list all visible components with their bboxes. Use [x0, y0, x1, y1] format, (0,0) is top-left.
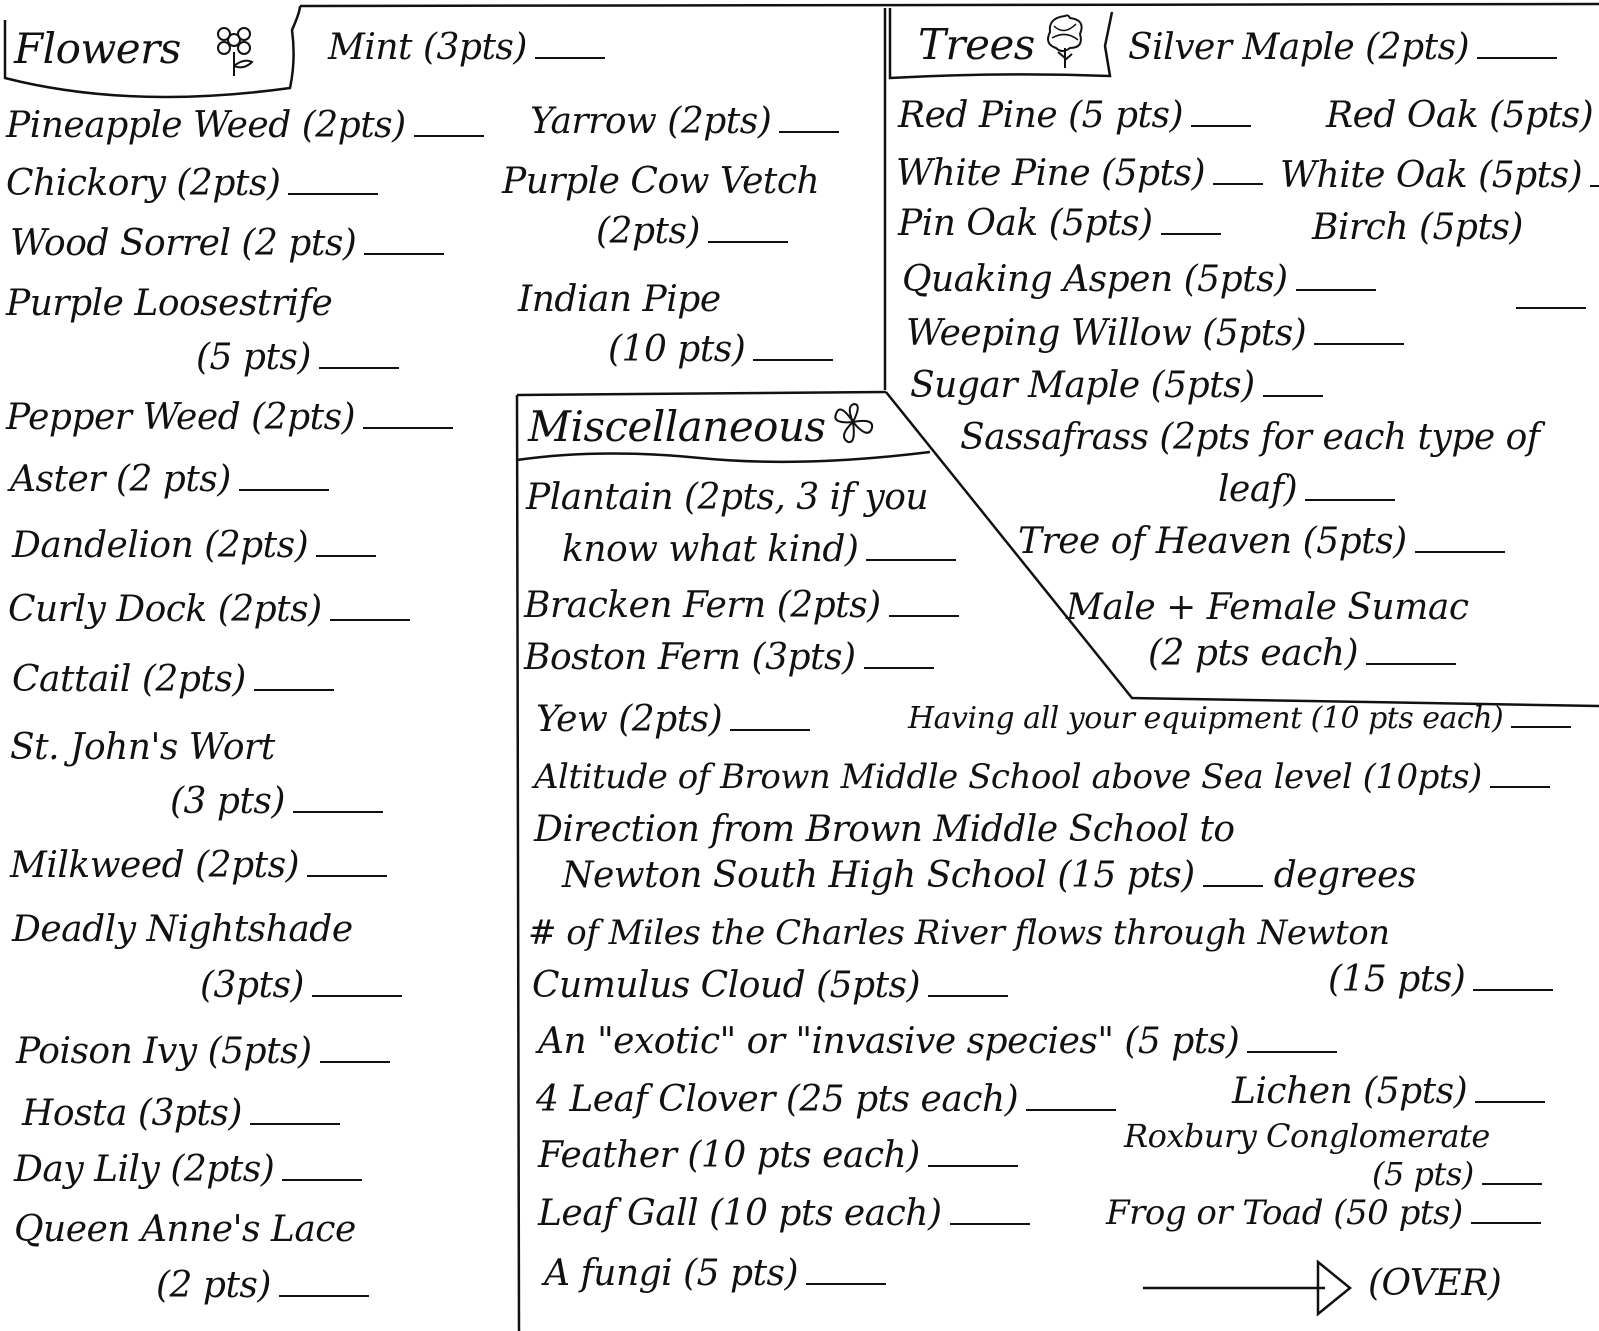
answer-blank[interactable] [1263, 393, 1323, 397]
flower-item: Milkweed (2pts) [10, 848, 387, 884]
misc-item: Feather (10 pts each) [538, 1138, 1018, 1174]
tree-item: White Pine (5pts) [896, 156, 1263, 192]
misc-item: Leaf Gall (10 pts each) [538, 1196, 1030, 1232]
flower-item-points: (2pts) [596, 214, 788, 250]
answer-blank[interactable] [293, 809, 383, 813]
answer-blank[interactable] [928, 1163, 1018, 1167]
flower-item: Chickory (2pts) [6, 166, 378, 202]
misc-item: Plantain (2pts, 3 if you [526, 477, 929, 518]
answer-blank[interactable] [364, 251, 444, 255]
answer-blank[interactable] [708, 239, 788, 243]
answer-blank[interactable] [1415, 549, 1505, 553]
answer-blank[interactable] [316, 553, 376, 557]
answer-blank[interactable] [1475, 1099, 1545, 1103]
tree-item: Tree of Heaven (5pts) [1018, 524, 1505, 560]
answer-blank[interactable] [1490, 784, 1550, 788]
answer-blank[interactable] [319, 365, 399, 369]
answer-blank[interactable] [1213, 181, 1263, 185]
flower-item-points: (3pts) [200, 968, 402, 1004]
over-label: (OVER) [1368, 1263, 1502, 1304]
answer-blank[interactable] [1203, 883, 1263, 887]
misc-left-divider [517, 395, 519, 1331]
answer-blank[interactable] [1516, 305, 1586, 309]
answer-blank[interactable] [1026, 1107, 1116, 1111]
tree-item: Sugar Maple (5pts) [910, 368, 1323, 404]
tree-item: Silver Maple (2pts) [1128, 30, 1557, 66]
flower-item: Purple Cow Vetch [502, 161, 820, 202]
flower-item: Curly Dock (2pts) [8, 592, 410, 628]
flower-item: Wood Sorrel (2 pts) [10, 226, 444, 262]
flower-item-points: (3 pts) [170, 784, 383, 820]
flower-item: St. John's Wort [10, 727, 275, 768]
flower-item: Deadly Nightshade [12, 909, 353, 950]
answer-blank[interactable] [1314, 341, 1404, 345]
tree-item: Sassafrass (2pts for each type of [960, 417, 1540, 458]
misc-heading: Miscellaneous [528, 402, 826, 451]
flower-item: Mint (3pts) [328, 30, 605, 66]
answer-blank[interactable] [1482, 1181, 1542, 1185]
flower-item: Aster (2 pts) [10, 462, 329, 498]
answer-blank[interactable] [330, 617, 410, 621]
answer-blank[interactable] [312, 993, 402, 997]
flower-icon [210, 22, 258, 78]
tree-icon [1040, 10, 1090, 70]
answer-blank[interactable] [1471, 1220, 1541, 1224]
answer-blank[interactable] [279, 1293, 369, 1297]
answer-blank[interactable] [753, 357, 833, 361]
misc-item-points: (15 pts) [1328, 962, 1553, 998]
answer-blank[interactable] [1161, 231, 1221, 235]
answer-blank[interactable] [363, 425, 453, 429]
misc-item: Newton South High School (15 pts) degrees [562, 855, 1416, 896]
answer-blank[interactable] [1473, 987, 1553, 991]
tree-item: Weeping Willow (5pts) [906, 316, 1404, 352]
flower-item: Indian Pipe [518, 279, 721, 320]
flower-item: Poison Ivy (5pts) [16, 1034, 390, 1070]
misc-item: Boston Fern (3pts) [524, 640, 934, 676]
answer-blank[interactable] [1366, 661, 1456, 665]
top-border-line [300, 4, 1599, 6]
answer-blank[interactable] [1191, 123, 1251, 127]
flower-item: Pineapple Weed (2pts) [6, 108, 484, 144]
misc-item: know what kind) [562, 532, 956, 568]
tree-item: Red Pine (5 pts) [898, 98, 1251, 134]
answer-blank[interactable] [806, 1281, 886, 1285]
flower-item: Queen Anne's Lace [14, 1209, 356, 1250]
tree-item: Birch (5pts) [1312, 207, 1523, 248]
answer-blank[interactable] [1247, 1049, 1337, 1053]
flower-item: Day Lily (2pts) [14, 1152, 362, 1188]
answer-blank[interactable] [282, 1177, 362, 1181]
misc-item: # of Miles the Charles River flows through Newton [528, 913, 1390, 953]
misc-item: Cumulus Cloud (5pts) [532, 968, 1008, 1004]
answer-blank[interactable] [1305, 497, 1395, 501]
misc-heading-underline [517, 452, 930, 462]
misc-box-top [517, 392, 886, 395]
answer-blank[interactable] [535, 55, 605, 59]
answer-blank[interactable] [889, 613, 959, 617]
misc-item: A fungi (5 pts) [544, 1256, 886, 1292]
flower-icon [830, 400, 876, 446]
misc-item: Altitude of Brown Middle School above Sea level (10pts) [534, 760, 1550, 794]
answer-blank[interactable] [1511, 724, 1571, 728]
tree-item: Pin Oak (5pts) [898, 206, 1221, 242]
answer-blank[interactable] [320, 1059, 390, 1063]
misc-item: Having all your equipment (10 pts each) [908, 704, 1571, 734]
misc-item: 4 Leaf Clover (25 pts each) [536, 1082, 1116, 1118]
answer-blank[interactable] [779, 129, 839, 133]
flower-item: Cattail (2pts) [12, 662, 334, 698]
answer-blank[interactable] [288, 191, 378, 195]
answer-blank[interactable] [866, 557, 956, 561]
flower-item: Yarrow (2pts) [530, 104, 839, 140]
misc-item: Bracken Fern (2pts) [524, 588, 959, 624]
flowers-heading: Flowers [14, 24, 181, 73]
answer-blank[interactable] [307, 873, 387, 877]
answer-blank[interactable] [1296, 287, 1376, 291]
flower-item: Dandelion (2pts) [12, 528, 376, 564]
tree-extra-blank [1508, 280, 1586, 316]
misc-item: An "exotic" or "invasive species" (5 pts) [538, 1024, 1337, 1060]
misc-item: Direction from Brown Middle School to [534, 809, 1235, 850]
misc-item: Roxbury Conglomerate [1124, 1117, 1490, 1155]
trees-heading: Trees [918, 20, 1035, 69]
tree-item: Male + Female Sumac [1066, 587, 1469, 628]
answer-blank[interactable] [414, 133, 484, 137]
flower-item: Pepper Weed (2pts) [6, 400, 453, 436]
misc-item: Frog or Toad (50 pts) [1106, 1196, 1541, 1230]
answer-blank[interactable] [928, 993, 1008, 997]
tree-item: Quaking Aspen (5pts) [902, 262, 1376, 298]
flower-item-points: (10 pts) [608, 332, 833, 368]
tree-item-points: leaf) [1218, 472, 1395, 508]
answer-blank[interactable] [254, 687, 334, 691]
answer-blank[interactable] [1590, 183, 1599, 187]
answer-blank[interactable] [250, 1121, 340, 1125]
answer-blank[interactable] [864, 665, 934, 669]
answer-blank[interactable] [1477, 55, 1557, 59]
flower-item-points: (5 pts) [196, 340, 399, 376]
misc-item-points: (5 pts) [1372, 1158, 1542, 1190]
tree-item-points: (2 pts each) [1148, 636, 1456, 672]
tree-item: White Oak (5pts) [1280, 158, 1599, 194]
answer-blank[interactable] [950, 1221, 1030, 1225]
flower-item: Purple Loosestrife [6, 283, 333, 324]
misc-item: Lichen (5pts) [1232, 1074, 1545, 1110]
answer-blank[interactable] [730, 727, 810, 731]
flower-item: Hosta (3pts) [22, 1096, 340, 1132]
misc-item: Yew (2pts) [536, 702, 810, 738]
flower-item-points: (2 pts) [156, 1268, 369, 1304]
answer-blank[interactable] [239, 487, 329, 491]
tree-item: Red Oak (5pts) [1326, 95, 1594, 136]
